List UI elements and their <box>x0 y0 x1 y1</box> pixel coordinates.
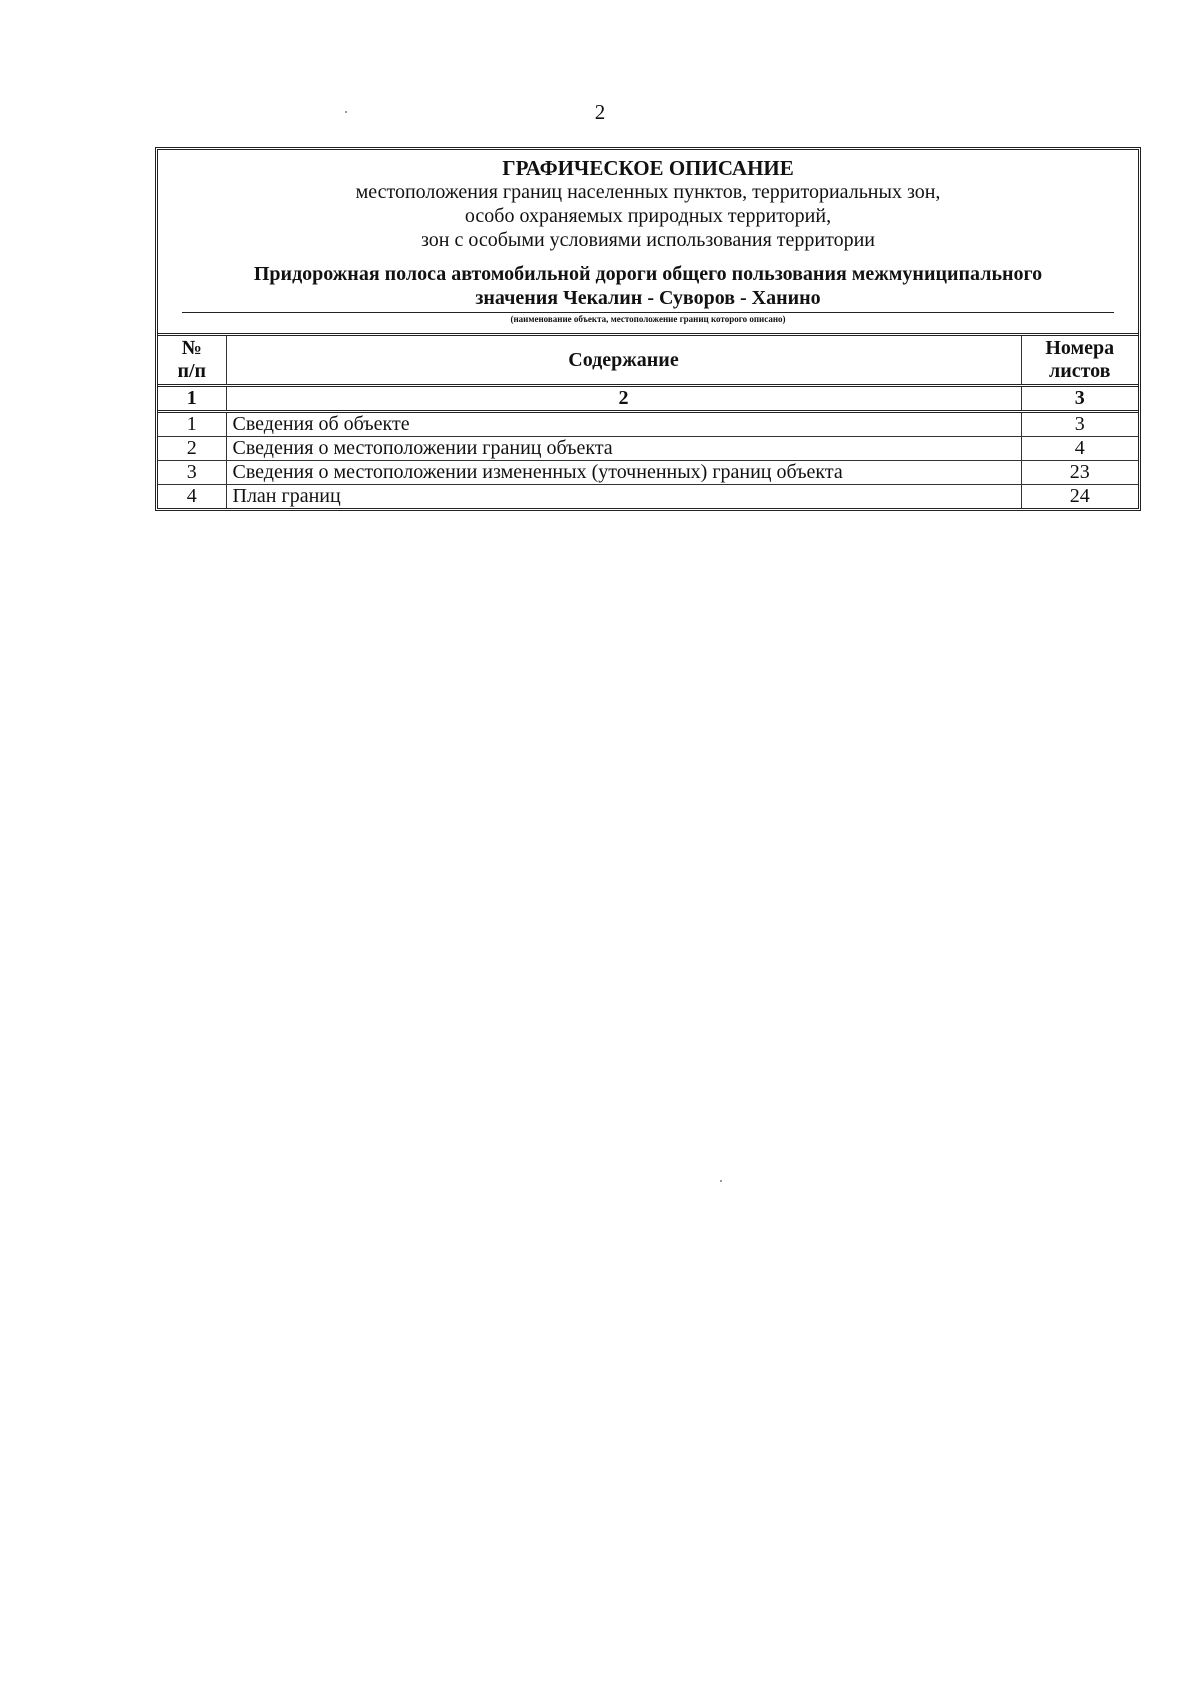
header-block <box>158 150 1138 336</box>
subtitle-line-2: особо охраняемых природных территорий, <box>464 205 832 227</box>
row-number: 2 <box>158 437 226 461</box>
column-index-3: 3 <box>1021 386 1138 412</box>
document-frame <box>155 147 1141 511</box>
column-index-row <box>158 386 1138 412</box>
header-pages-line-1: Номера <box>1045 337 1115 359</box>
table-row <box>158 461 1138 485</box>
row-pages: 23 <box>1021 461 1138 485</box>
row-pages: 3 <box>1021 412 1138 437</box>
table-row <box>158 485 1138 509</box>
row-pages: 4 <box>1021 437 1138 461</box>
header-number-line-2: п/п <box>177 360 207 382</box>
column-index-1: 1 <box>158 386 226 412</box>
header-pages <box>1021 336 1138 386</box>
object-name-line-2: значения Чекалин - Суворов - Ханино <box>475 287 821 309</box>
row-number: 1 <box>158 412 226 437</box>
scan-speck <box>345 111 347 113</box>
document-title: ГРАФИЧЕСКОЕ ОПИСАНИЕ <box>502 156 794 180</box>
subtitle-line-1: местоположения границ населенных пунктов, территориальных зон, <box>355 181 941 203</box>
row-number: 4 <box>158 485 226 509</box>
row-number: 3 <box>158 461 226 485</box>
object-name <box>182 262 1114 310</box>
table-row <box>158 437 1138 461</box>
contents-table <box>158 336 1138 508</box>
header-pages-line-2: листов <box>1049 360 1111 382</box>
row-content: План границ <box>226 485 1021 509</box>
row-content: Сведения о местоположении границ объекта <box>226 437 1021 461</box>
subtitle-line-3: зон с особыми условиями использования территории <box>420 229 876 251</box>
scan-speck <box>720 1180 722 1182</box>
row-pages: 24 <box>1021 485 1138 509</box>
header-number-line-1: № <box>181 337 202 359</box>
header-content: Содержание <box>226 336 1021 386</box>
table-row <box>158 412 1138 437</box>
column-index-2: 2 <box>226 386 1021 412</box>
row-content: Сведения о местоположении измененных (уточненных) границ объекта <box>226 461 1021 485</box>
header-number <box>158 336 226 386</box>
object-name-caption: (наименование объекта, местоположение границ которого описано) <box>510 314 786 324</box>
page-number: 2 <box>594 100 606 124</box>
table-header-row <box>158 336 1138 386</box>
object-name-line-1: Придорожная полоса автомобильной дороги общего пользования межмуниципального <box>253 263 1043 285</box>
row-content: Сведения об объекте <box>226 412 1021 437</box>
